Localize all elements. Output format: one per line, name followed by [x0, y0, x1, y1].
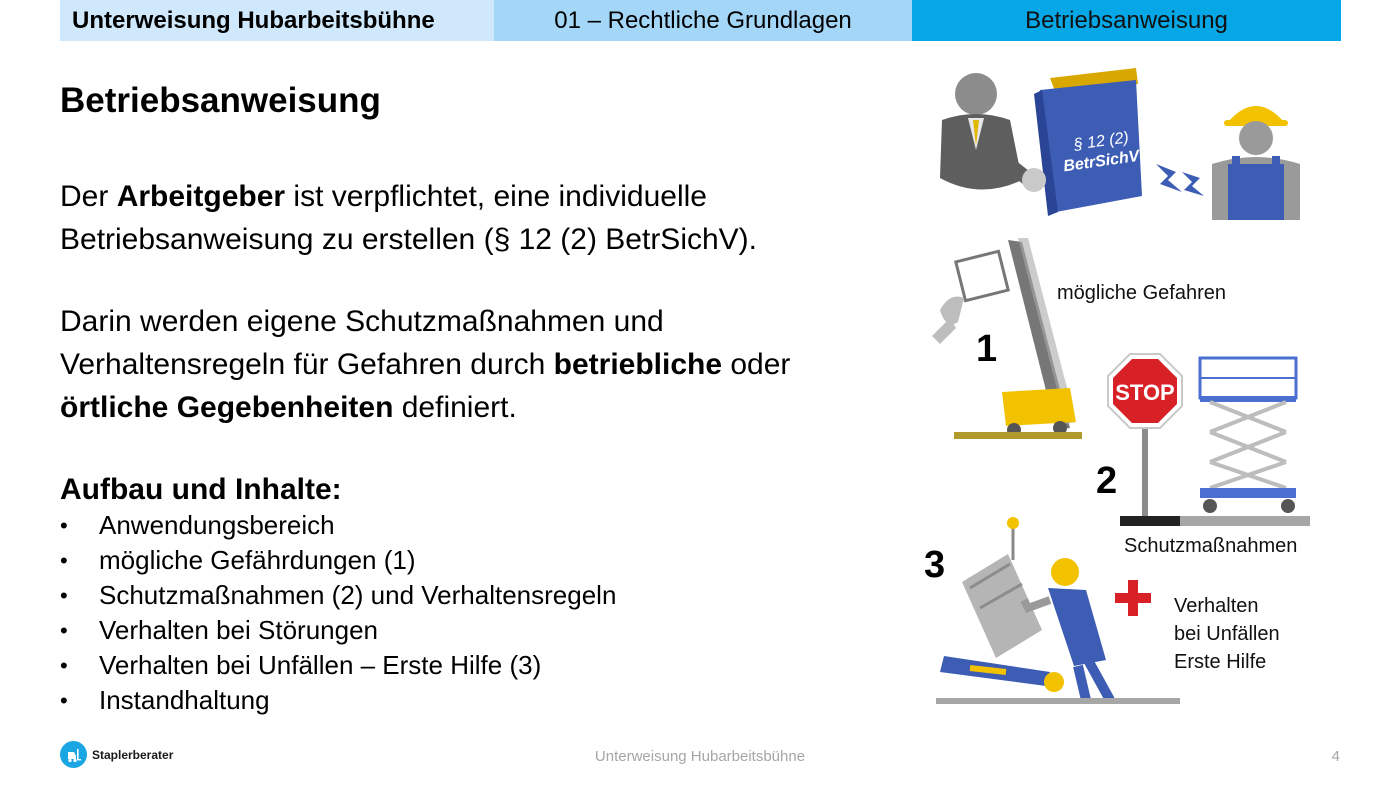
main-content — [60, 78, 860, 715]
bullet-icon: • — [60, 688, 68, 713]
subheading-structure: Aufbau und Inhalte: — [60, 473, 342, 506]
paragraph-employer-duty — [60, 175, 860, 261]
label-hazards: mögliche Gefahren — [1057, 282, 1226, 304]
marker-number-3: 3 — [924, 544, 946, 586]
marker-number-1: 1 — [976, 328, 998, 370]
tab-course[interactable]: Unterweisung Hubarbeitsbühne — [60, 0, 494, 41]
page-title: Betriebsanweisung — [60, 81, 381, 120]
tab-chapter[interactable]: 01 – Rechtliche Grundlagen — [494, 0, 912, 41]
text-bold-betriebliche: betriebliche — [553, 348, 723, 381]
paragraph-definition — [60, 300, 860, 429]
text-segment: Der — [60, 180, 117, 213]
tab-topic[interactable]: Betriebsanweisung — [912, 0, 1341, 41]
list-item — [60, 613, 616, 648]
text-segment: ist verpflichtet, eine individuelle Betriebsanweisung zu erstellen (§ 12 (2) BetrSichV). — [60, 180, 758, 256]
illustration-panel — [910, 60, 1370, 720]
worker-figure-icon — [1212, 106, 1300, 220]
label-protection: Schutzmaßnahmen — [1124, 535, 1298, 557]
text-segment: Darin werden eigene Schutzmaßnahmen und Verhaltensregeln für Gefahren durch — [60, 305, 664, 381]
stop-sign-icon — [1108, 354, 1182, 516]
list-item — [60, 648, 616, 683]
content-list — [60, 508, 616, 718]
marker-number-2: 2 — [1096, 460, 1118, 502]
list-item-text: Instandhaltung — [99, 685, 270, 715]
bullet-icon: • — [60, 583, 68, 608]
footer-title: Unterweisung Hubarbeitsbühne — [594, 748, 806, 765]
bullet-icon: • — [60, 653, 68, 678]
tipping-lift-icon — [932, 238, 1082, 439]
first-aid-cross-icon — [1115, 580, 1151, 616]
text-bold-oertliche: örtliche Gegebenheiten — [60, 391, 394, 424]
list-item-text: Anwendungsbereich — [99, 510, 335, 540]
list-item — [60, 543, 616, 578]
stop-sign-text: STOP — [1115, 380, 1175, 405]
book-label-line1: § 12 (2) — [1072, 129, 1130, 154]
employer-figure-icon — [940, 73, 1038, 190]
list-item-text: mögliche Gefährdungen (1) — [99, 545, 416, 575]
page-number: 4 — [1331, 748, 1340, 765]
label-behavior-line2: bei Unfällen — [1174, 623, 1280, 645]
list-item-text: Verhalten bei Störungen — [99, 615, 378, 645]
label-behavior-line1: Verhalten — [1174, 595, 1259, 617]
list-item — [60, 578, 616, 613]
bullet-icon: • — [60, 513, 68, 538]
text-segment: oder — [722, 348, 791, 381]
text-bold-arbeitgeber: Arbeitgeber — [116, 180, 286, 213]
transfer-arrows-icon — [1156, 164, 1204, 196]
header-tabbar — [60, 0, 1341, 41]
illustration-graphic — [910, 60, 1370, 720]
list-item-text: Schutzmaßnahmen (2) und Verhaltensregeln — [99, 580, 617, 610]
bullet-icon: • — [60, 618, 68, 643]
list-item — [60, 508, 616, 543]
logo-text: Staplerberater — [92, 747, 174, 762]
label-behavior-line3: Erste Hilfe — [1174, 651, 1267, 673]
text-segment: definiert. — [393, 391, 517, 424]
bullet-icon: • — [60, 548, 68, 573]
list-item-text: Verhalten bei Unfällen – Erste Hilfe (3) — [99, 650, 542, 680]
book-label-line2: BetrSichV — [1062, 147, 1141, 176]
list-item — [60, 683, 616, 718]
